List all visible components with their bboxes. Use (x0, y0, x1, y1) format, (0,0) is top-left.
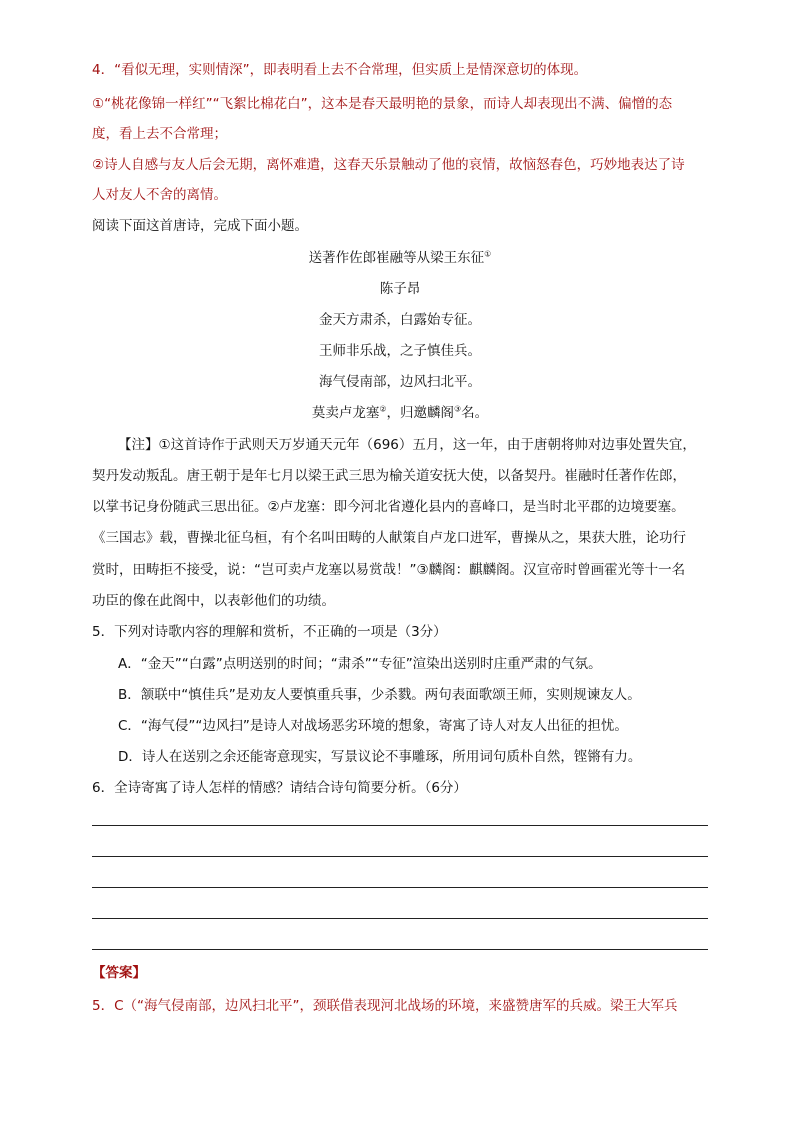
question-6-stem: 6．全诗寄寓了诗人怎样的情感？请结合诗句简要分析。（6分） (92, 780, 467, 796)
poem-verse-3: 海气侵南部，边风扫北平。 (319, 374, 481, 390)
footnote-marker-2: ② (379, 404, 387, 414)
poem-title: 送著作佐郎崔融等从梁王东征① (308, 249, 492, 266)
poem-author: 陈子昂 (379, 281, 421, 297)
question-5-option-d: D．诗人在送别之余还能寄意现实，写景议论不事雕琢，所用词句质朴自然，铿锵有力。 (118, 749, 642, 765)
notes-line-1: 【注】①这首诗作于武则天万岁通天元年（696）五月，这一年，由于唐朝将帅对边事处置失宜， (118, 437, 696, 453)
answer4-line5: 人对友人不舍的离情。 (92, 187, 227, 203)
answer-5-text: 5．C（“海气侵南部，边风扫北平”，颈联借表现河北战场的环境，来盛赞唐军的兵威。梁王大军兵 (92, 998, 678, 1014)
answer-line-2 (92, 856, 708, 857)
reading-instruction: 阅读下面这首唐诗，完成下面小题。 (92, 218, 308, 234)
poem-verse-2: 王师非乐战，之子慎佳兵。 (319, 343, 481, 359)
notes-line-4: 《三国志》载，曹操北征乌桓，有个名叫田畴的人献策自卢龙口进军，曹操从之，果获大胜，论功行 (92, 530, 686, 546)
answer-line-3 (92, 887, 708, 888)
answer-line-5 (92, 949, 708, 950)
answer4-line1: 4．“看似无理，实则情深”，即表明看上去不合常理，但实质上是情深意切的体现。 (92, 62, 588, 78)
notes-line-2: 契丹发动叛乱。唐王朝于是年七月以梁王武三思为榆关道安抚大使，以备契丹。崔融时任著作佐郎， (92, 468, 686, 484)
answer4-line3: 度，看上去不合常理； (92, 126, 227, 142)
notes-line-3: 以掌书记身份随武三思出征。②卢龙塞：即今河北省遵化县内的喜峰口，是当时北平郡的边境要塞。 (92, 499, 685, 515)
answer-line-1 (92, 825, 708, 826)
question-5-option-b: B．颔联中“慎佳兵”是劝友人要慎重兵事，少杀戮。两句表面歌颂王师，实则规谏友人。 (118, 687, 641, 703)
answer-header: 【答案】 (92, 965, 146, 981)
question-5-option-c: C．“海气侵”“边风扫”是诗人对战场恶劣环境的想象，寄寓了诗人对友人出征的担忧。 (118, 718, 628, 734)
question-5-stem: 5．下列对诗歌内容的理解和赏析，不正确的一项是（3分） (92, 624, 447, 640)
footnote-marker-3: ③ (454, 404, 462, 414)
answer-line-4 (92, 918, 708, 919)
notes-line-6: 功臣的像在此阁中，以表彰他们的功绩。 (92, 593, 335, 609)
poem-verse-4: 莫卖卢龙塞②，归邀麟阁③名。 (311, 404, 489, 421)
poem-title-footnote-marker: ① (484, 249, 492, 259)
answer4-line2: ①“桃花像锦一样红”“飞絮比棉花白”，这本是春天最明艳的景象，而诗人却表现出不满、偏憎的态 (92, 96, 673, 112)
question-5-option-a: A．“金天”“白露”点明送别的时间；“肃杀”“专征”渲染出送别时庄重严肃的气氛。 (118, 656, 602, 672)
poem-verse-1: 金天方肃杀，白露始专征。 (319, 312, 481, 328)
notes-line-5: 赏时，田畴拒不接受，说：“岂可卖卢龙塞以易赏哉！”③麟阁：麒麟阁。汉宣帝时曾画霍光等十一名 (92, 562, 686, 578)
answer4-line4: ②诗人自感与友人后会无期，离怀难遣，这春天乐景触动了他的哀情，故恼怒春色，巧妙地表达了诗 (92, 157, 685, 173)
